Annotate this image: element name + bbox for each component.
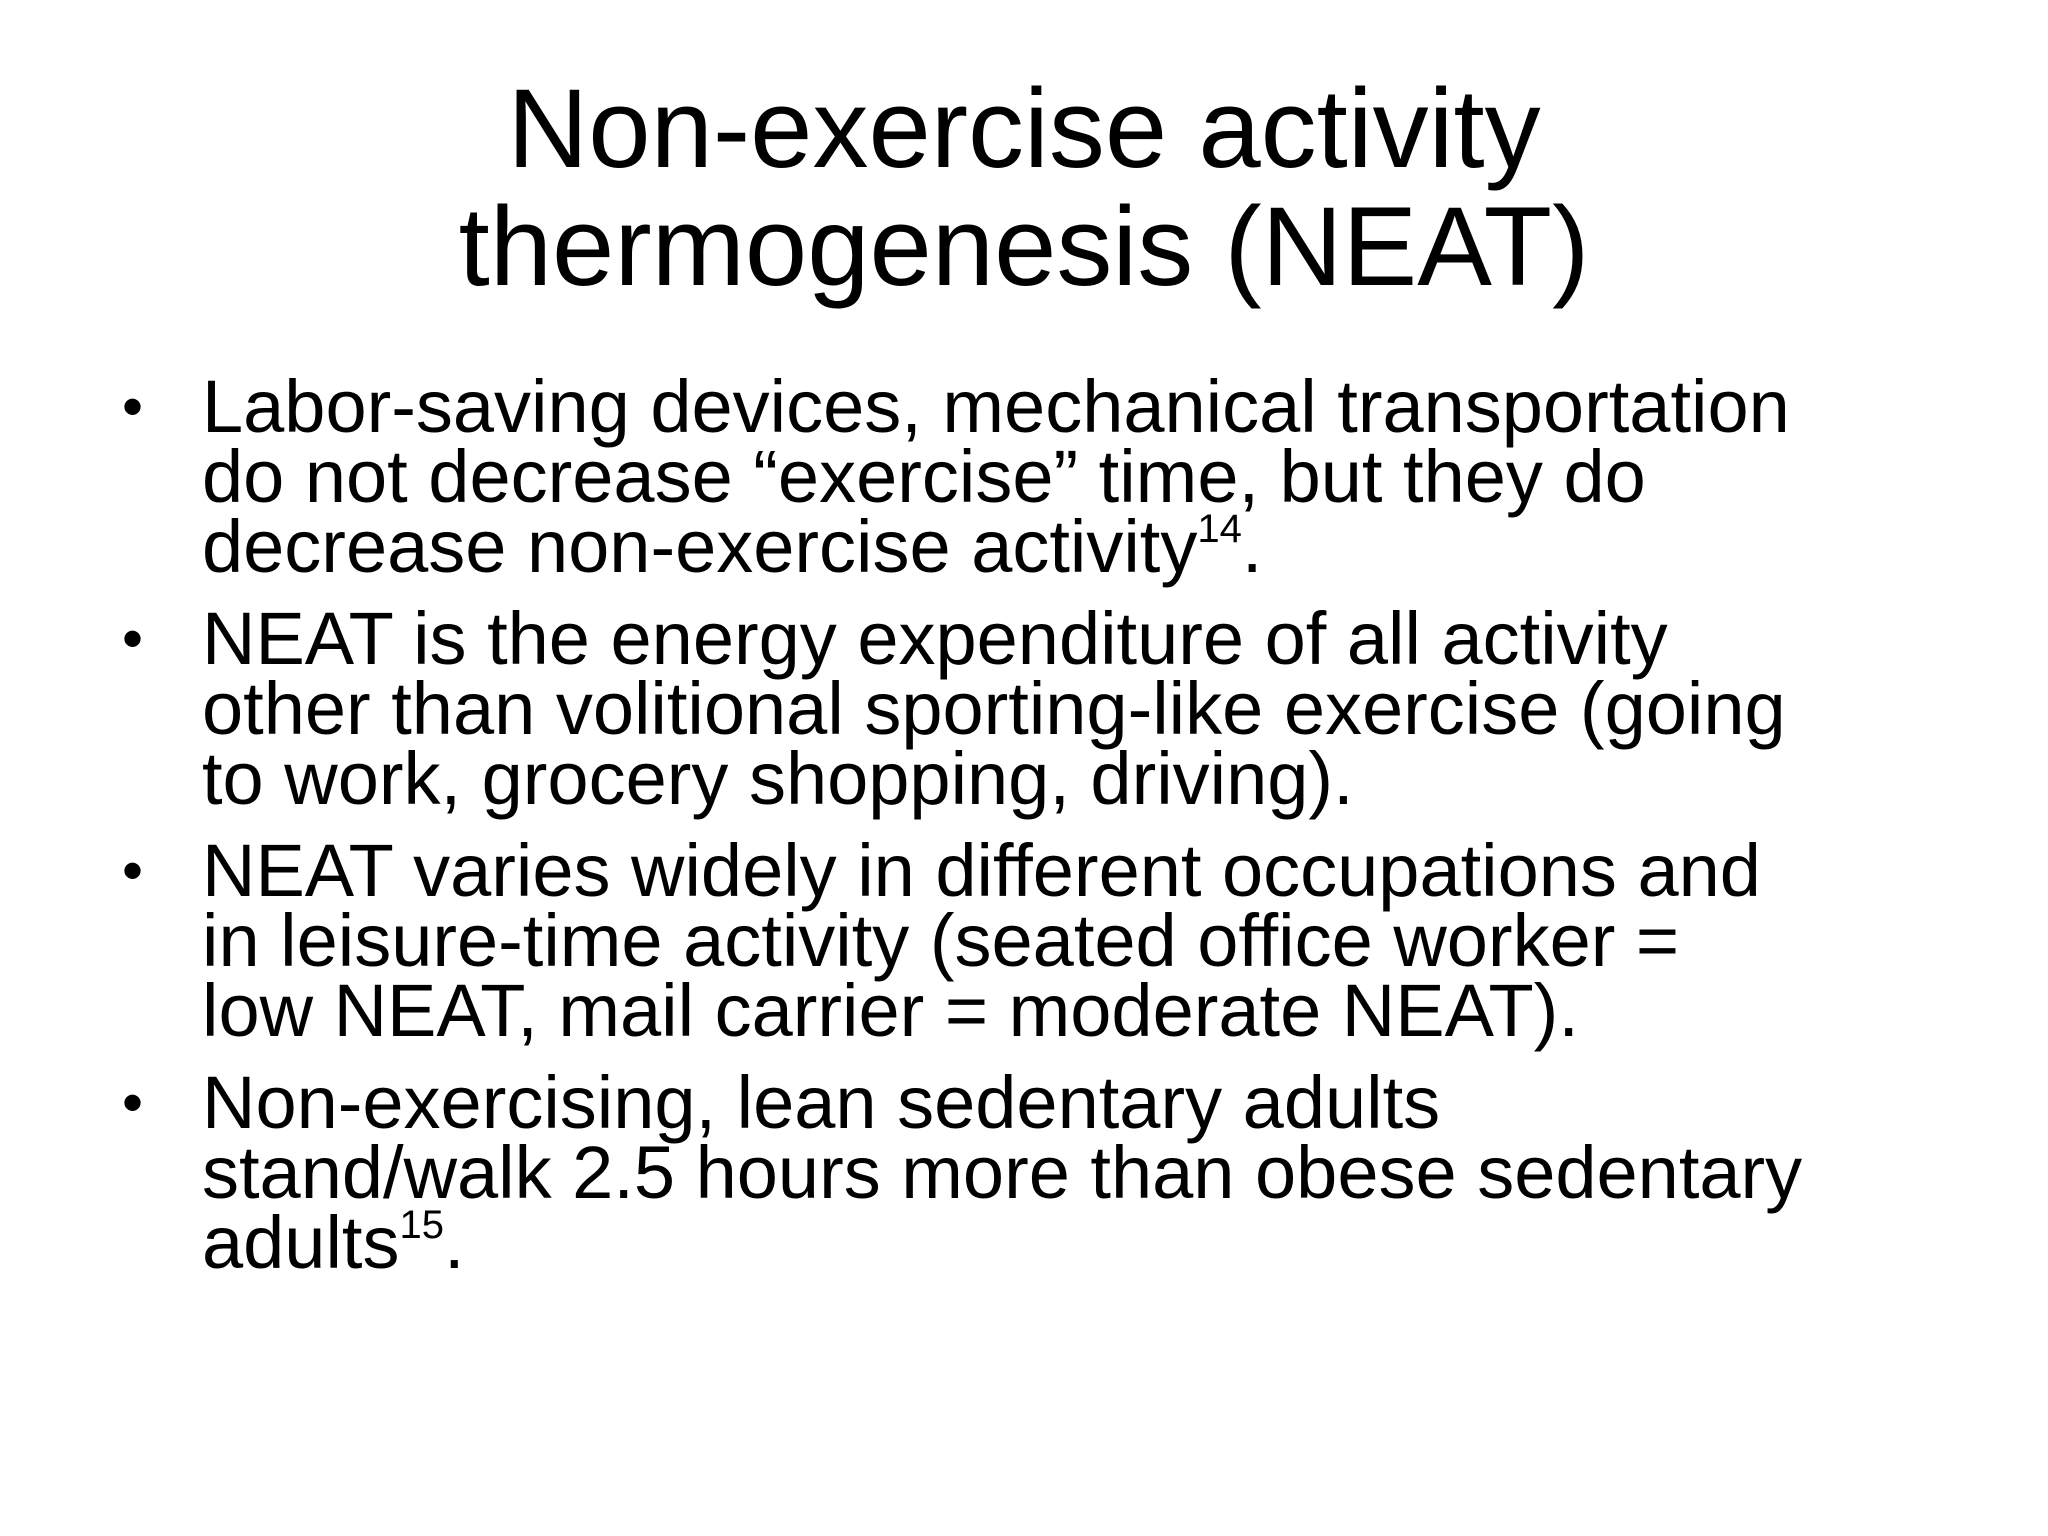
bullet-text-4 bbox=[202, 1061, 1960, 1284]
bullet-3-line-3: low NEAT, mail carrier = moderate NEAT). bbox=[202, 969, 1579, 1052]
bullet-text-3 bbox=[202, 829, 1960, 1052]
bullet-text-1 bbox=[202, 365, 1960, 588]
bullet-item-2 bbox=[120, 597, 1960, 820]
bullet-icon: • bbox=[122, 1069, 144, 1136]
bullet-4-tail: . bbox=[443, 1201, 465, 1284]
bullet-3-line-1: NEAT varies widely in different occupations and bbox=[202, 829, 1761, 912]
bullet-2-line-1: NEAT is the energy expenditure of all activity bbox=[202, 597, 1668, 680]
bullet-2-line-2: other than volitional sporting-like exercise (going bbox=[202, 667, 1786, 750]
bullet-text-2 bbox=[202, 597, 1960, 820]
bullet-4-line-2: stand/walk 2.5 hours more than obese sedentary bbox=[202, 1131, 1803, 1214]
bullet-4-line-3 bbox=[202, 1201, 1960, 1284]
bullet-4-line-1: Non-exercising, lean sedentary adults bbox=[202, 1061, 1441, 1144]
slide-title bbox=[300, 66, 1748, 309]
bullet-1-line-1: Labor-saving devices, mechanical transportation bbox=[202, 365, 1790, 448]
title-line-2: thermogenesis (NEAT) bbox=[458, 184, 1590, 309]
bullet-icon: • bbox=[122, 605, 144, 672]
bullet-1-line-3-text: decrease non-exercise activity bbox=[202, 505, 1198, 588]
bullet-item-3 bbox=[120, 829, 1960, 1052]
bullet-1-line-2: do not decrease “exercise” time, but they do bbox=[202, 435, 1646, 518]
citation-superscript-14: 14 bbox=[1197, 507, 1242, 552]
bullet-icon: • bbox=[122, 837, 144, 904]
bullet-3-line-2: in leisure-time activity (seated office worker = bbox=[202, 899, 1680, 982]
bullet-item-1 bbox=[120, 365, 1960, 588]
bullet-item-4 bbox=[120, 1061, 1960, 1284]
bullet-icon: • bbox=[122, 373, 144, 440]
bullet-1-line-3 bbox=[202, 505, 1960, 588]
bullet-4-line-3-text: adults bbox=[202, 1201, 400, 1284]
citation-superscript-15: 15 bbox=[399, 1203, 444, 1248]
title-line-1: Non-exercise activity bbox=[507, 66, 1541, 191]
bullet-2-line-3: to work, grocery shopping, driving). bbox=[202, 737, 1354, 820]
bullet-1-tail: . bbox=[1241, 505, 1263, 588]
bullet-list bbox=[120, 365, 1960, 1300]
